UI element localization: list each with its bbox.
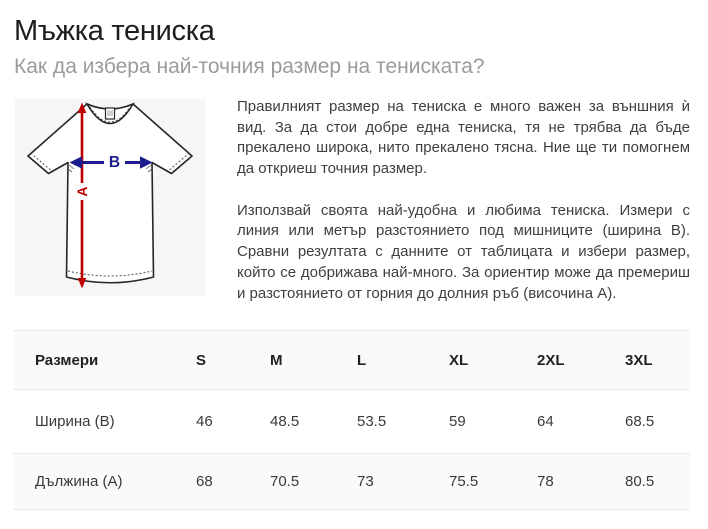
size-column-header: 3XL [625,351,653,369]
size-column-header: Размери [35,351,99,369]
size-column-header: L [357,351,367,369]
page-subtitle: Как да избера най-точния размер на тениската? [14,55,485,78]
tshirt-body-outline [28,104,192,283]
size-column-header: 2XL [537,351,565,369]
size-value-cell: 68 [196,473,213,490]
size-value-cell: 80.5 [625,473,655,490]
size-column-header: XL [449,351,469,369]
width-label: B [108,154,121,171]
table-row-width [13,390,690,454]
tshirt-icon [15,99,205,296]
page-title: Мъжка тениска [14,15,215,47]
size-value-cell: 64 [537,413,554,430]
size-value-cell: 46 [196,413,213,430]
neck-tag [106,108,115,119]
size-value-cell: 75.5 [449,473,479,490]
size-row-label: Дължина (A) [35,473,123,490]
intro-paragraph-2: Използвай своята най-удобна и любима тениска. Измери с линия или метър разстоянието под мишниците (ширина B). Сравни резултата с данните от таблицата и избери размер, който се добрижава най-много. За ориентир може да премериш и разстоянието от горния до долния ръб (височина A). [237,201,690,302]
intro-text [237,97,690,304]
size-column-header: M [270,351,283,369]
table-row-length [13,454,690,510]
size-table [13,330,690,510]
size-value-cell: 59 [449,413,466,430]
size-value-cell: 53.5 [357,413,387,430]
size-table-header-row [13,331,690,390]
size-value-cell: 48.5 [270,413,300,430]
size-row-label: Ширина (B) [35,413,115,430]
size-value-cell: 70.5 [270,473,300,490]
size-value-cell: 78 [537,473,554,490]
size-value-cell: 73 [357,473,374,490]
height-label: A [74,186,90,197]
size-value-cell: 68.5 [625,413,655,430]
tshirt-measurement-diagram [15,99,205,296]
intro-paragraph-1: Правилният размер на тениска е много важен за външния ѝ вид. За да стои добре една тениска, тя не трябва да бъде прекалено широка, нито прекалено тясна. Ние ще ти помогнем да откриеш точния размер. [237,98,690,178]
size-column-header: S [196,351,207,369]
